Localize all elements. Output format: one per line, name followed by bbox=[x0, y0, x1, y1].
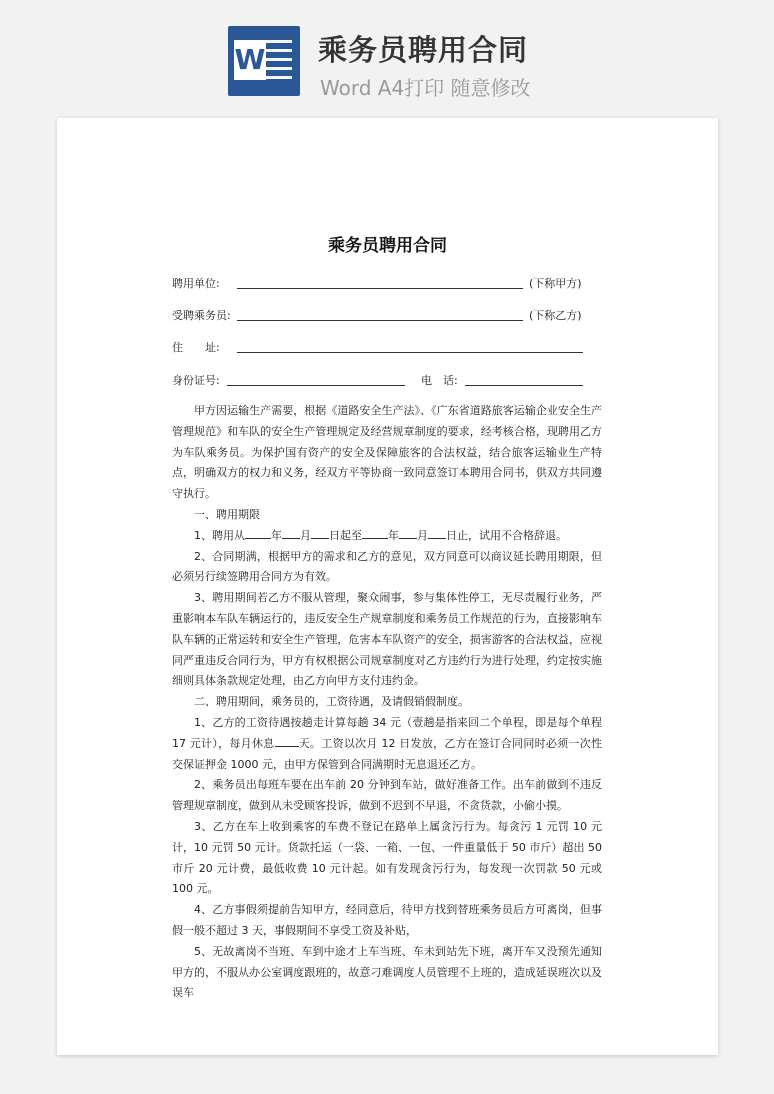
document-page bbox=[57, 118, 718, 1055]
contract-body bbox=[172, 401, 602, 1004]
paragraph-wage-3: 3、乙方在车上收到乘客的车费不登记在路单上属贪污行为。每贪污 1 元罚 10 元计，10 元罚 50 元计。货款托运（一袋、一箱、一包、一件重量低于 50 市斤）超出 50 市斤 20 元计费，最低收费 10 元计起。如有发现贪污行为，每发现一次罚款 50 元或 100 元。 bbox=[172, 819, 602, 896]
address-field bbox=[172, 339, 220, 355]
blank-start-day[interactable] bbox=[311, 528, 329, 539]
id-underline[interactable] bbox=[227, 384, 405, 386]
blank-rest-days[interactable] bbox=[275, 736, 299, 747]
paragraph-section-2: 二、聘用期间，乘务员的，工资待遇，及请假销假制度。 bbox=[194, 695, 469, 709]
paragraph-term: 1、聘用从 年 月 日起至 年 月 日止，试用不合格辞退。 bbox=[194, 528, 567, 542]
banner bbox=[0, 0, 774, 118]
employee-field bbox=[172, 307, 231, 323]
employee-label: 受聘乘务员: bbox=[172, 309, 231, 322]
paragraph-section-1: 一、聘用期限 bbox=[194, 507, 260, 521]
employer-label: 聘用单位: bbox=[172, 277, 220, 290]
employer-note: (下称甲方) bbox=[529, 277, 582, 290]
paragraph-term-3: 3、聘用期间若乙方不服从管理，聚众闹事，参与集体性停工，无尽责履行业务，严重影响本车队车辆运行的，违反安全生产规章制度和乘务员工作规范的行为，直接影响车队车辆的正常运转和安全生产管理，危害本车队资产的安全，损害游客的合法权益，应视同严重违反合同行为，甲方有权根据公司规章制度对乙方违约行为进行处理，约定按实施细则具体条款规定处理，由乙方向甲方支付违约金。 bbox=[172, 591, 602, 688]
word-icon bbox=[228, 26, 300, 96]
banner-title: 乘务员聘用合同 bbox=[318, 33, 529, 67]
address-label: 住 址: bbox=[172, 341, 220, 354]
employee-note: (下称乙方) bbox=[529, 309, 582, 322]
word-icon-lines bbox=[262, 40, 292, 85]
employer-underline[interactable] bbox=[237, 287, 523, 289]
paragraph-wage-4: 4、乙方事假须提前告知甲方，经同意后，待甲方找到替班乘务员后方可离岗，但事假一般不超过 3 天，事假期间不享受工资及补贴， bbox=[172, 903, 602, 937]
blank-end-day[interactable] bbox=[428, 528, 446, 539]
word-icon-letter: W bbox=[234, 40, 266, 80]
document-title: 乘务员聘用合同 bbox=[328, 236, 447, 256]
paragraph-wage-2: 2、乘务员出每班车要在出车前 20 分钟到车站，做好准备工作。出车前做到不违反管理规章制度，做到从未受顾客投诉，做到不迟到不早退，不贪货款，小偷小摸。 bbox=[172, 778, 602, 813]
banner-subtitle: Word A4打印 随意修改 bbox=[320, 76, 531, 100]
employer-field bbox=[172, 275, 220, 291]
address-underline[interactable] bbox=[237, 351, 583, 353]
blank-start-month[interactable] bbox=[282, 528, 300, 539]
id-label: 身份证号: bbox=[172, 374, 220, 387]
id-field bbox=[172, 372, 220, 388]
employee-underline[interactable] bbox=[237, 319, 523, 321]
blank-start-year[interactable] bbox=[245, 528, 271, 539]
paragraph-wage-5: 5、无故离岗不当班、车到中途才上车当班、车未到站先下班，离开车又没预先通知甲方的，不服从办公室调度跟班的，故意刁难调度人员管理不上班的，造成延误班次以及误车 bbox=[172, 944, 602, 1000]
paragraph-wage: 1、乙方的工资待遇按趟走计算每趟 34 元（壹趟是指来回二个单程，即是每个单程 17 元计），每月休息 天。工资以次月 12 日发放，乙方在签订合同同时必须一次性交保证押金 1000 元，由甲方保管到合同满期时无息退还乙方。 bbox=[172, 715, 602, 771]
phone-underline[interactable] bbox=[465, 384, 583, 386]
phone-label: 电 话: bbox=[421, 374, 458, 387]
blank-end-month[interactable] bbox=[399, 528, 417, 539]
blank-end-year[interactable] bbox=[362, 528, 388, 539]
paragraph-intro: 甲方因运输生产需要，根据《道路安全生产法》、《广东省道路旅客运输企业安全生产管理规范》和车队的安全生产管理规定及经营规章制度的要求，经考核合格，现聘用乙方为车队乘务员。为保护国有资产的安全及保障旅客的合法权益，结合旅客运输业生产特点，明确双方的权力和义务，经双方平等协商一致同意签订本聘用合同书，供双方共同遵守执行。 bbox=[172, 404, 602, 501]
paragraph-term-2: 2、合同期满，根据甲方的需求和乙方的意见，双方同意可以商议延长聘用期限，但必须另行续签聘用合同方为有效。 bbox=[172, 549, 602, 584]
